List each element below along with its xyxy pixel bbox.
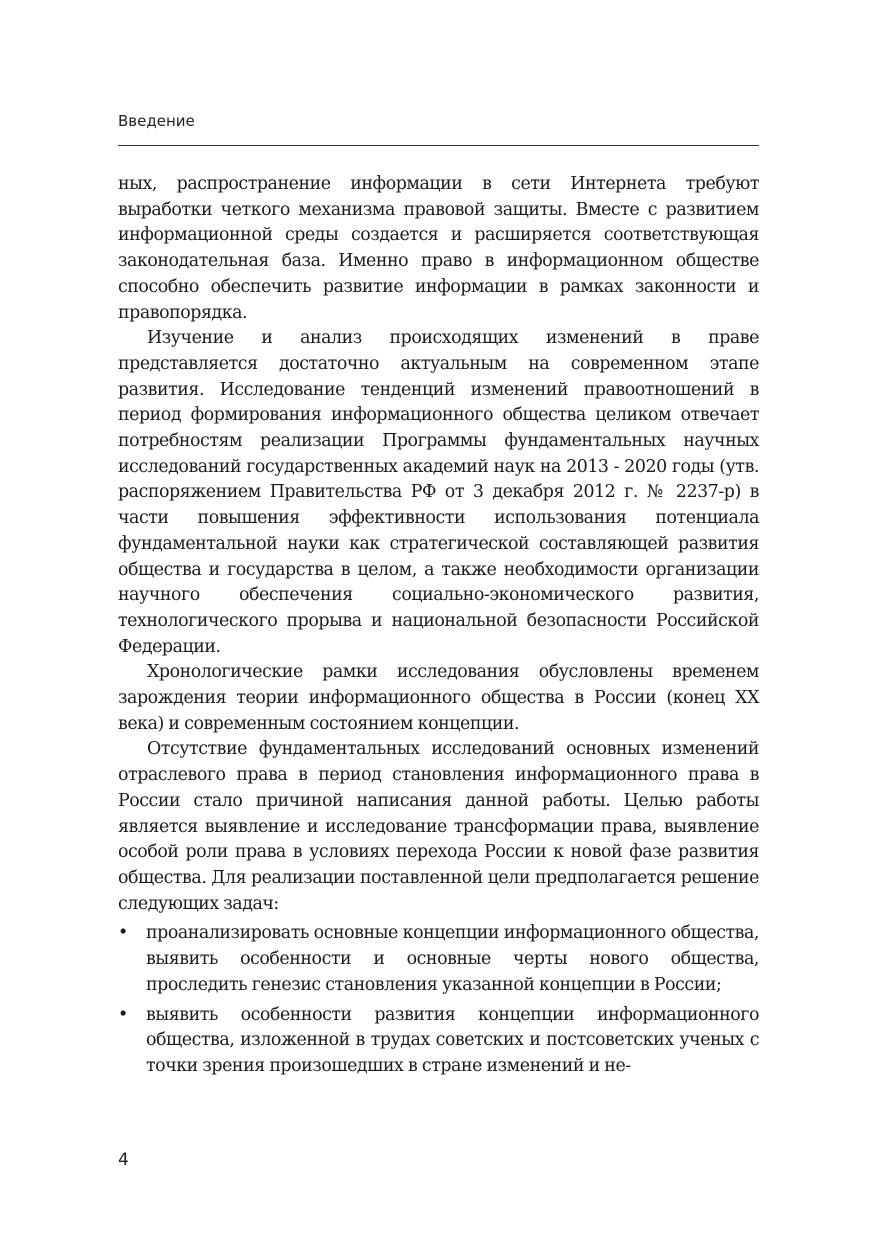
running-title: Введение: [118, 112, 195, 130]
list-item-text: выявить особенности развития концепции информационного общества, изложенной в трудах советских и постсоветских ученых с точки зрения произошедших в стране изменений и не-: [146, 1004, 759, 1076]
header-rule: [118, 145, 759, 146]
page-number: 4: [118, 1150, 129, 1170]
paragraph: Изучение и анализ происходящих изменений в праве представляется достаточно актуальным на современном этапе развития. Исследование тенденций изменений правоотношений в период формирования информационного общества целиком отвечает потребностям реализации Программы фундаментальных научных исследований государственных академий наук на 2013 - 2020 годы (утв. распоряжением Правительства РФ от 3 декабря 2012 г. № 2237-р) в части повышения эффективности использования потенциала фундаментальной науки как стратегической составляющей развития общества и государства в целом, а также необходимости организации научного обеспечения социально-экономического развития, технологического прорыва и национальной безопасности Российской Федерации.: [118, 328, 759, 657]
list-item-text: проанализировать основные концепции информационного общества, выявить особенности и основные черты нового общества, проследить генезис становления указанной концепции в России;: [146, 923, 759, 995]
list-item: [118, 1003, 759, 1080]
paragraph: Отсутствие фундаментальных исследований основных изменений отраслевого права в период становления информационного права в России стало причиной написания данной работы. Целью работы является выявление и исследование трансформации права, выявление особой роли права в условиях перехода России к новой фазе развития общества. Для реализации поставленной цели предполагается решение следующих задач:: [118, 739, 759, 914]
main-text: [118, 172, 759, 1080]
paragraph: ных, распространение информации в сети Интернета требуют выработки четкого механизма правовой защиты. Вместе с развитием информационной среды создается и расширяется соответствующая законодательная база. Именно право в информационном обществе способно обеспечить развитие информации в рамках законности и правопорядка.: [118, 174, 759, 323]
bullet-icon: •: [118, 1004, 128, 1025]
paragraph: Хронологические рамки исследования обусловлены временем зарождения теории информационного общества в России (конец XX века) и современным состоянием концепции.: [118, 662, 759, 734]
task-list: [118, 921, 759, 1079]
list-item: [118, 921, 759, 998]
bullet-icon: •: [118, 923, 128, 944]
